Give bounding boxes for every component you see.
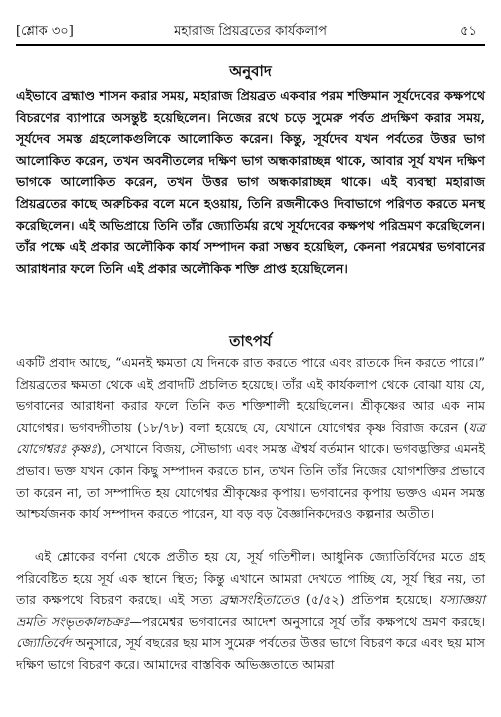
samhita-quote: যস্যাজ্ঞয়া ভ্রমতি সংভৃতকালচক্রঃ: [16, 592, 485, 629]
purport-p2-text-c: —পরমেশ্বর ভগবানের আদেশ অনুসারে সূর্য তাঁর কক্ষপথে ভ্রমণ করছে।: [129, 613, 485, 629]
page-number: ৫১: [460, 24, 477, 39]
translation-text: এইভাবে ব্রহ্মাণ্ড শাসন করার সময়, মহারাজ প্রিয়ব্রত একবার পরম শক্তিমান সূর্যদেবের কক্ষপথে বিচরণের ব্যাপারে অসন্তুষ্ট হয়েছিলেন। নিজের রথে চড়ে সুমেরু পর্বত প্রদক্ষিণ করার সময়, সূর্যদেব সমস্ত গ্রহলোকগুলিকে আলোকিত করেন। কিন্তু, সূর্যদেব যখন পর্বতের উত্তর ভাগ আলোকিত করেন, তখন অবনীতলের দক্ষিণ ভাগ অন্ধকারাচ্ছন্ন থাকে, আবার সূর্য যখন দক্ষিণ ভাগকে আলোকিত করেন, তখন উত্তর ভাগ অন্ধকারাচ্ছন্ন থাকে। এই ব্যবস্থা মহারাজ প্রিয়ব্রতের কাছে অরুচিকর বলে মনে হওয়ায়, তিনি রজনীকেও দিবাভাগে পরিণত করতে মনস্থ করেছিলেন। এই অভিপ্রায়ে তিনি তাঁর জ্যোতির্ময় রথে সূর্যদেবের কক্ষপথ পরিভ্রমণ করেছিলেন। তাঁর পক্ষে এই প্রকার অলৌকিক কার্য সম্পাদন করা সম্ভব হয়েছিল, কেননা পরমেশ্বর ভগবানের আরাধনার ফলে তিনি এই প্রকার অলৌকিক শক্তি প্রাপ্ত হয়েছিলেন।: [16, 88, 485, 276]
purport-p1-text-b: ), সেখানে বিজয়, সৌভাগ্য এবং সমস্ত ঐশ্বর্য বর্তমান থাকে। ভগবদ্ভক্তির এমনই প্রভাব। ভক্ত যখন কোন কিছু সম্পাদন করতে চান, তখন তিনি তাঁর নিজের যোগশক্তির প্রভাবে তা করেন না, তা সম্পাদিত হয় যোগেশ্বর শ্রীকৃষ্ণের কৃপায়। ভগবানের কৃপায় ভক্তও এমন সমস্ত আশ্চর্যজনক কার্য সম্পাদন করতে পারেন, যা বড় বড় বৈজ্ঞানিকদেরও কল্পনার অতীত।: [16, 441, 485, 522]
purport-p2-text-d: অনুসারে, সূর্য বছরের ছয় মাস সুমেরু পর্বতের উত্তর ভাগে বিচরণ করে এবং ছয় মাস দক্ষিণ ভাগে বিচরণ করে। আমাদের বাস্তবিক অভিজ্ঞতাতে আমরা: [16, 635, 485, 672]
purport-p2-text-a: এই শ্লোকের বর্ণনা থেকে প্রতীত হয় যে, সূর্য গতিশীল। আধুনিক জ্যোতির্বিদের মতে গ্রহ পরিবেষ্টিত হয়ে সূর্য এক স্থানে স্থিত; কিন্তু এখানে আমরা দেখতে পাচ্ছি যে, সূর্য স্থির নয়, তা তার কক্ষপথে বিচরণ করছে। এই সত্য: [16, 549, 485, 608]
gita-quote: যত্র যোগেশ্বরঃ কৃষ্ণঃ: [16, 419, 485, 457]
purport-paragraph-1: [16, 352, 485, 525]
source-brahma-samhita: ব্রহ্মসংহিতাতেও: [219, 592, 300, 608]
purport-heading: তাৎপর্য: [229, 332, 272, 350]
header-rule: [16, 44, 485, 46]
translation-heading: অনুবাদ: [229, 62, 272, 80]
purport-paragraph-2: [16, 546, 485, 676]
chapter-title: মহারাজ প্রিয়ব্রতের কার্যকলাপ: [174, 24, 327, 39]
source-jyotirveda: জ্যোতির্বেদ: [16, 635, 72, 651]
purport-p1-text-a: একটি প্রবাদ আছে, “এমনই ক্ষমতা যে দিনকে রাত করতে পারে এবং রাতকে দিন করতে পারে।” প্রিয়ব্রতের ক্ষমতা থেকে এই প্রবাদটি প্রচলিত হয়েছে। তাঁর এই কার্যকলাপ থেকে বোঝা যায় যে, ভগবানের আরাধনা করার ফলে তিনি কত শক্তিশালী হয়েছিলেন। শ্রীকৃষ্ণের আর এক নাম যোগেশ্বর। ভগবদ্গীতায় (১৮/৭৮) বলা হয়েছে যে, যেখানে যোগেশ্বর কৃষ্ণ বিরাজ করেন (: [16, 355, 485, 435]
verse-reference: [শ্লোক ৩০]: [16, 24, 74, 39]
purport-p2-text-b: (৫/৫২) প্রতিপন্ন হয়েছে।: [299, 592, 439, 608]
